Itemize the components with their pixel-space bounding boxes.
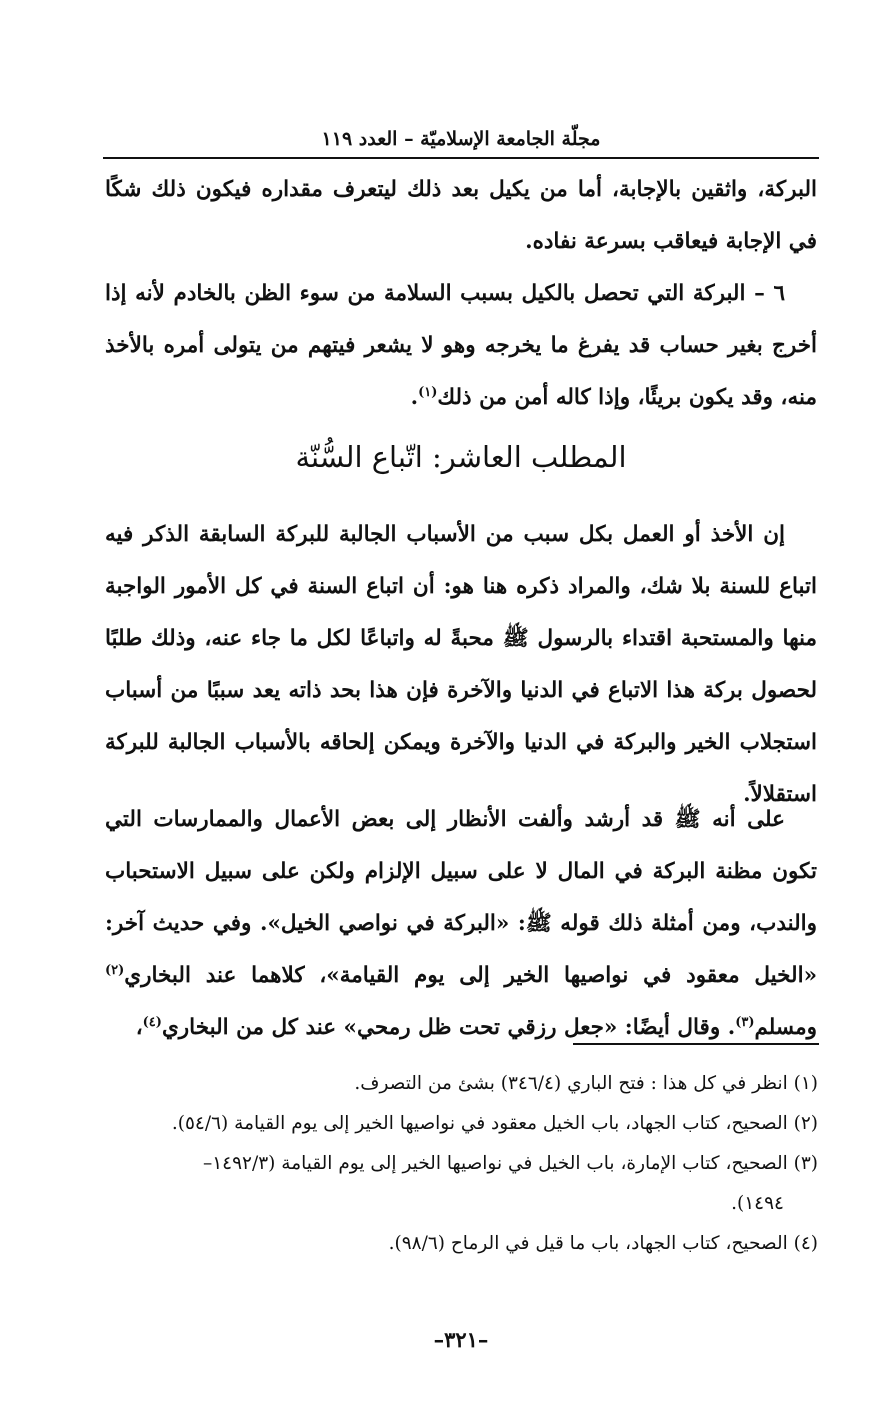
footnote-4: (٤) الصحيح، كتاب الجهاد، باب ما قيل في الرماح (٩٨/٦). <box>388 1233 818 1254</box>
paragraph-2 <box>105 268 817 424</box>
paragraph-4-part-a: على أنه ﷺ قد أرشد وألفت الأنظار إلى بعض الأعمال والممارسات التي تكون مظنة البركة في المال لا على سبيل الإلزام ولكن على سبيل الاستحباب والندب، ومن أمثلة ذلك قوله ﷺ: «البركة في نواصي الخيل». وفي حديث آخر: «الخيل معقود في نواصيها الخير إلى يوم القيامة»، كلاهما عند البخاري <box>105 807 817 988</box>
footnote-divider <box>573 1043 819 1045</box>
footnotes <box>110 1064 818 1264</box>
paragraph-1-text: البركة، واثقين بالإجابة، أما من يكيل بعد ذلك ليتعرف مقداره فيكون ذلك شكًا في الإجابة فيعاقب بسرعة نفاده. <box>105 177 817 254</box>
footnote-3: (٣) الصحيح، كتاب الإمارة، باب الخيل في نواصيها الخير إلى يوم القيامة (١٤٩٢/٣– <box>203 1153 818 1174</box>
paragraph-sunnah <box>105 509 817 821</box>
footnote-ref-3[interactable]: (٣) <box>735 1014 755 1030</box>
paragraph-point-6 <box>105 268 817 424</box>
paragraph-4-part-d: ، <box>135 1015 143 1040</box>
footnote-3-continuation: ١٤٩٤). <box>731 1193 784 1214</box>
footnote-ref-4[interactable]: (٤) <box>142 1014 162 1030</box>
footnote-2: (٢) الصحيح، كتاب الجهاد، باب الخيل معقود في نواصيها الخير إلى يوم القيامة (٥٤/٦). <box>171 1113 818 1134</box>
paragraph-4-part-b: ومسلم <box>754 1015 817 1040</box>
footnote-ref-1[interactable]: (١) <box>418 384 438 400</box>
footnote-1: (١) انظر في كل هذا : فتح الباري (٣٤٦/٤) بشئ من التصرف. <box>354 1073 818 1094</box>
paragraph-4 <box>105 794 817 1054</box>
paragraph-4-part-c: . وقال أيضًا: «جعل رزقي تحت ظل رمحي» عند كل من البخاري <box>161 1015 736 1040</box>
paragraph-examples <box>105 794 817 1054</box>
paragraph-2-text: ٦ – البركة التي تحصل بالكيل بسبب السلامة من سوء الظن بالخادم لأنه إذا أخرج بغير حساب قد يفرغ ما يخرجه وهو لا يشعر فيتهم من يتولى أمره بالأخذ منه، وقد يكون بريئًا، وإذا كاله أمن من ذلك <box>105 281 817 410</box>
paragraph-continuation <box>105 164 817 268</box>
paragraph-2-end: . <box>410 385 419 410</box>
page-number: –٣٢١– <box>433 1327 489 1352</box>
section-heading: المطلب العاشر: اتّباع السُّنّة <box>295 440 627 474</box>
header-divider <box>103 157 819 159</box>
paragraph-3-text: إن الأخذ أو العمل بكل سبب من الأسباب الجالبة للبركة السابقة الذكر فيه اتباع للسنة بلا شك، والمراد ذكره هنا هو: أن اتباع السنة في كل الأمور الواجبة منها والمستحبة اقتداء بالرسول ﷺ محبةً له واتباعًا لكل ما جاء عنه، وذلك طلبًا لحصول بركة هذا الاتباع في الدنيا والآخرة فإن هذا بحد ذاته يعد سببًا من أسباب استجلاب الخير والبركة في الدنيا والآخرة ويمكن إلحاقه بالأسباب الجالبة للبركة استقلالاً. <box>105 522 817 807</box>
footnote-ref-2[interactable]: (٢) <box>105 962 125 978</box>
running-header: مجلّة الجامعة الإسلاميّة – العدد ١١٩ <box>321 128 601 150</box>
